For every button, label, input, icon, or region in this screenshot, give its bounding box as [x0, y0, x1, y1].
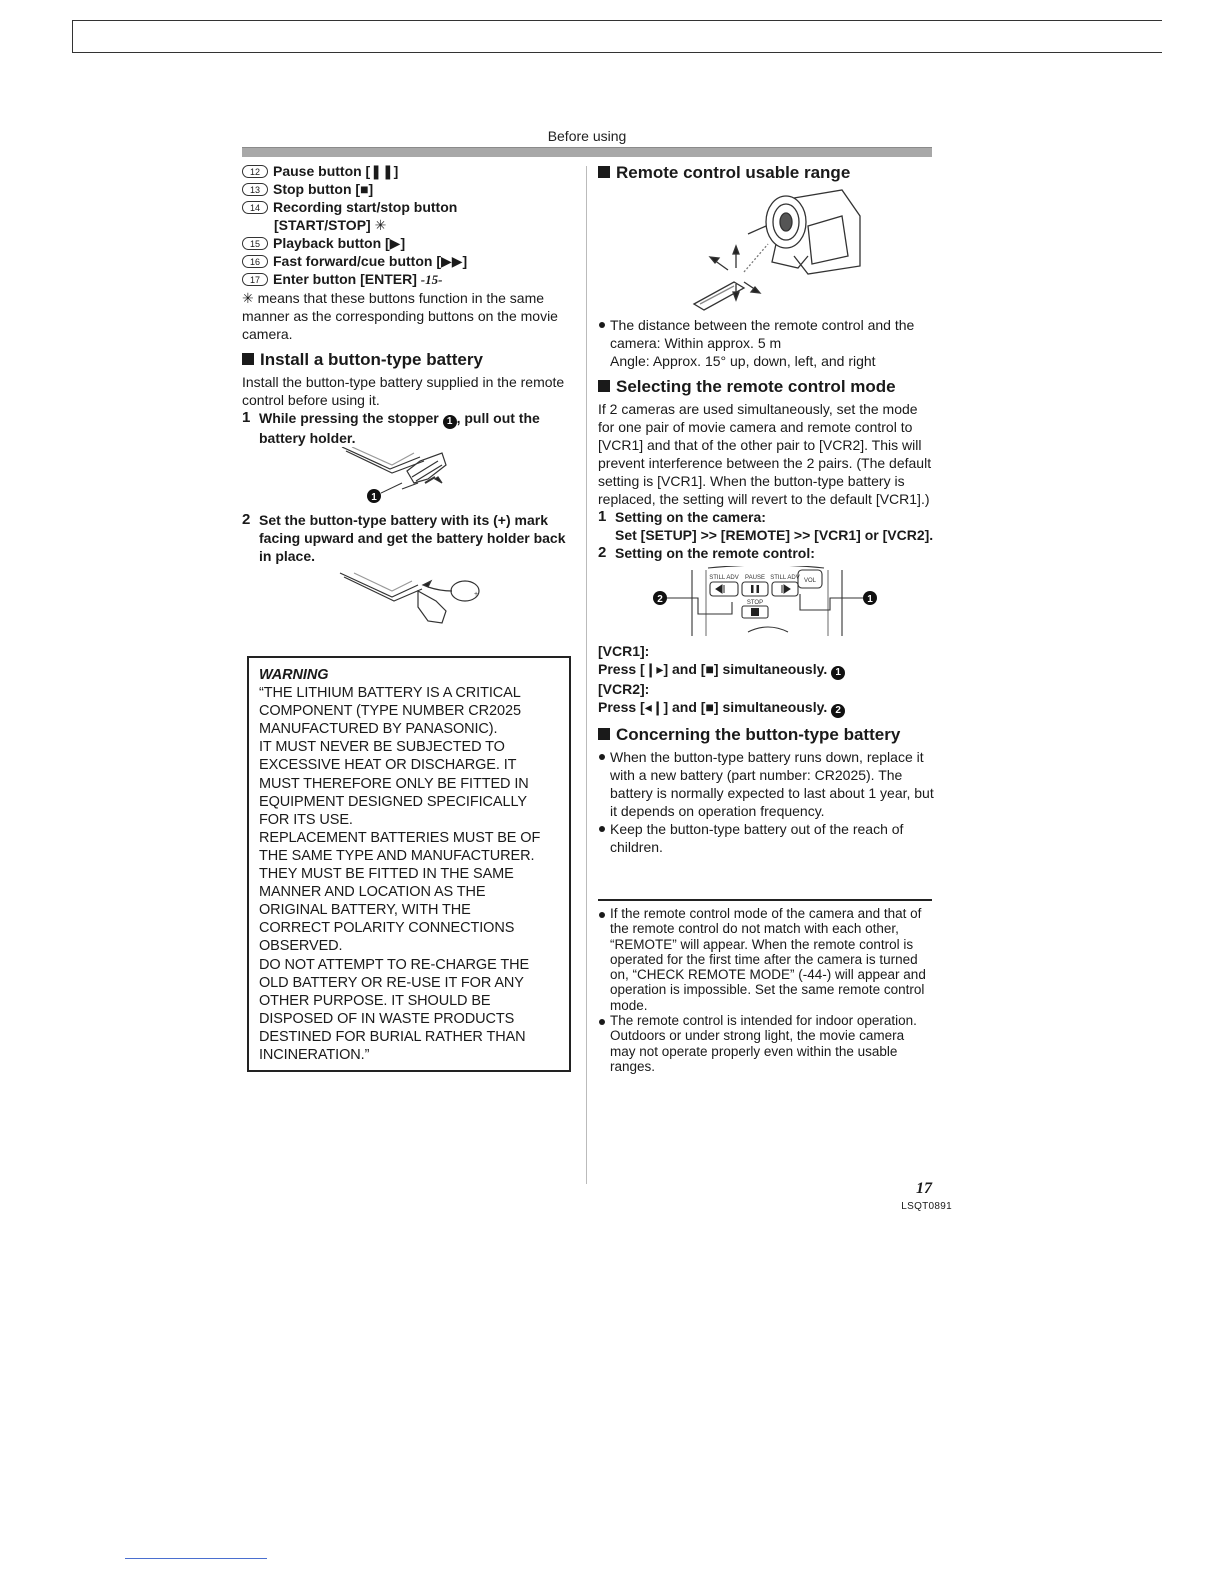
vcr1-instruction-text: Press [❙▸] and [■] simultaneously. [598, 661, 828, 677]
notes-section [598, 906, 932, 1074]
header-bar [242, 147, 932, 157]
pause-icon [751, 585, 754, 593]
warning-line: OBSERVED. [259, 938, 343, 955]
warning-line: DISPOSED OF IN WASTE PRODUCTS [259, 1010, 515, 1027]
warning-line: EQUIPMENT DESIGNED SPECIFICALLY [259, 793, 527, 810]
step-text: While pressing the stopper [259, 410, 439, 426]
button-list-item-cont [242, 216, 577, 234]
warning-box [247, 656, 571, 1072]
svg-text:+: + [474, 591, 479, 598]
range-angle: Angle: Approx. 15° up, down, left, and right [610, 353, 876, 369]
star-mark: ✳ [374, 217, 387, 233]
notes-divider [598, 899, 932, 901]
button-list-item [242, 198, 577, 216]
marker-1-icon: 1 [443, 415, 457, 429]
item-label: Recording start/stop button [273, 199, 458, 215]
mode-intro: If 2 cameras are used simultaneously, set the mode for one pair of movie camera and remote control to [VCR1] and that of the other pair to [VCR2]. This will prevent interference between the 2 pairs. (The default setting is [VCR1]. When the button-type battery is replaced, the setting will revert to the default [VCR1].) [598, 401, 932, 507]
diagram-label-stop: STOP [746, 600, 764, 606]
battery-heading-text: Concerning the button-type battery [616, 725, 901, 744]
button-list-item [242, 234, 577, 252]
step-text: Set the button-type battery with its (+) mark facing upward and get the battery holder back in place. [259, 512, 566, 564]
step-number: 1 [598, 508, 607, 525]
step-number: 2 [598, 544, 607, 561]
right-column [598, 162, 934, 856]
install-step-2 [242, 511, 577, 565]
warning-line: CORRECT POLARITY CONNECTIONS [259, 920, 515, 937]
warning-line: MANNER AND LOCATION AS THE [259, 884, 486, 901]
mode-heading-text: Selecting the remote control mode [616, 377, 896, 396]
warning-line: IT MUST NEVER BE SUBJECTED TO [259, 739, 505, 756]
step-number: 2 [242, 511, 251, 528]
warning-line: THEY MUST BE FITTED IN THE SAME [259, 866, 514, 883]
warning-line: DESTINED FOR BURIAL RATHER THAN [259, 1028, 526, 1045]
marker-2-icon: 2 [831, 704, 845, 718]
warning-line: COMPONENT (TYPE NUMBER CR2025 [259, 703, 521, 720]
diagram-label-still-adv-right: STILL ADV [770, 575, 800, 581]
button-list-item [242, 252, 577, 270]
battery-bullet: Keep the button-type battery out of the reach of children. [598, 820, 934, 856]
item-label: Enter button [ENTER] [273, 271, 417, 287]
vcr1-instruction [598, 660, 934, 680]
warning-line: OTHER PURPOSE. IT SHOULD BE [259, 992, 491, 1009]
install-heading-text: Install a button-type battery [260, 350, 483, 369]
warning-line: THE SAME TYPE AND MANUFACTURER. [259, 847, 535, 864]
left-column [242, 162, 577, 627]
diagram-marker-left: 2 [657, 594, 663, 605]
battery-holder-removal-illustration [242, 447, 577, 509]
item-number: 14 [242, 201, 268, 214]
install-step-1 [242, 409, 577, 447]
warning-line: MUST THEREFORE ONLY BE FITTED IN [259, 775, 529, 792]
item-number: 13 [242, 183, 268, 196]
step-text-b: , pull out the battery holder. [259, 410, 540, 446]
item-number: 17 [242, 273, 268, 286]
page-number: 17 [916, 1180, 932, 1197]
install-intro: Install the button-type battery supplied in the remote control before using it. [242, 374, 565, 408]
battery-bullet: When the button-type battery runs down, replace it with a new battery (part number: CR2025). The battery is normally expected to last about 1 year, but it depends on operation frequency. [598, 748, 934, 820]
item-label: Pause button [❚❚] [273, 163, 399, 179]
mode-step-1-detail: Set [SETUP] >> [REMOTE] >> [VCR1] or [VCR2]. [615, 527, 934, 543]
item-label: Playback button [▶] [273, 235, 406, 251]
button-list-item [242, 180, 577, 198]
item-label: Stop button [■] [273, 181, 374, 197]
mode-step-1 [598, 508, 934, 526]
warning-line: ORIGINAL BATTERY, WITH THE [259, 902, 471, 919]
document-code: LSQT0891 [901, 1201, 952, 1212]
warning-line: EXCESSIVE HEAT OR DISCHARGE. IT [259, 757, 517, 774]
footer-rule [125, 1558, 267, 1559]
section-header-label: Before using [547, 128, 627, 144]
step-text: Setting on the camera: [615, 509, 766, 525]
top-frame [72, 20, 1162, 53]
star-note: ✳ means that these buttons function in the same manner as the corresponding buttons on the movie camera. [242, 290, 558, 342]
install-heading [242, 349, 577, 371]
marker-1-icon: 1 [831, 666, 845, 680]
square-bullet-icon [598, 380, 610, 392]
item-label-cont: [START/STOP] [274, 217, 371, 233]
vcr2-label: [VCR2]: [598, 681, 650, 697]
note-item: If the remote control mode of the camera and that of the remote control do not match with each other, “REMOTE” will appear. When the remote control is operated for the first time after the camera is turned on, “CHECK REMOTE MODE” (-44-) will appear and operation is impossible. Set the same remote control mode. [598, 906, 932, 1013]
item-label: Fast forward/cue button [▶▶] [273, 253, 468, 269]
mode-step-2 [598, 544, 934, 562]
square-bullet-icon [242, 353, 254, 365]
battery-heading [598, 724, 934, 746]
warning-line: “THE LITHIUM BATTERY IS A CRITICAL [259, 685, 521, 702]
figure-marker-label: 1 [371, 492, 377, 503]
item-number: 15 [242, 237, 268, 250]
step-number: 1 [242, 409, 251, 426]
diagram-label-pause: PAUSE [745, 575, 765, 581]
vcr2-instruction [598, 698, 934, 718]
warning-line: MANUFACTURED BY PANASONIC). [259, 721, 498, 738]
warning-line: REPLACEMENT BATTERIES MUST BE OF [259, 829, 541, 846]
mode-heading [598, 376, 934, 398]
item-number: 16 [242, 255, 268, 268]
range-heading [598, 162, 934, 184]
button-list-item [242, 270, 577, 289]
note-item: The remote control is intended for indoor operation. Outdoors or under strong light, the movie camera may not operate properly even within the usable ranges. [598, 1013, 932, 1074]
vcr1-label: [VCR1]: [598, 643, 650, 659]
stop-icon [751, 608, 759, 616]
button-list-item [242, 162, 577, 180]
column-divider [586, 166, 587, 1184]
diagram-label-still-adv-left: STILL ADV [709, 575, 739, 581]
square-bullet-icon [598, 728, 610, 740]
item-number: 12 [242, 165, 268, 178]
vcr2-instruction-text: Press [◂❙] and [■] simultaneously. [598, 699, 828, 715]
warning-line: INCINERATION.” [259, 1046, 370, 1063]
warning-line: FOR ITS USE. [259, 811, 353, 828]
frame-back-icon [716, 585, 724, 593]
warning-title: WARNING [259, 667, 329, 683]
diagram-marker-right: 1 [867, 594, 873, 605]
frame-forward-icon [782, 585, 790, 593]
square-bullet-icon [598, 166, 610, 178]
remote-control-buttons-diagram [598, 566, 934, 640]
step-text: Setting on the remote control: [615, 545, 815, 561]
diagram-label-vol: VOL [803, 578, 817, 584]
range-heading-text: Remote control usable range [616, 163, 851, 182]
page-reference: -15- [420, 272, 443, 287]
usable-range-illustration [598, 186, 934, 314]
warning-line: OLD BATTERY OR RE-USE IT FOR ANY [259, 974, 524, 991]
warning-line: DO NOT ATTEMPT TO RE-CHARGE THE [259, 956, 530, 973]
range-bullet: The distance between the remote control and the camera: Within approx. 5 m [598, 316, 934, 352]
battery-insertion-illustration [242, 567, 577, 627]
